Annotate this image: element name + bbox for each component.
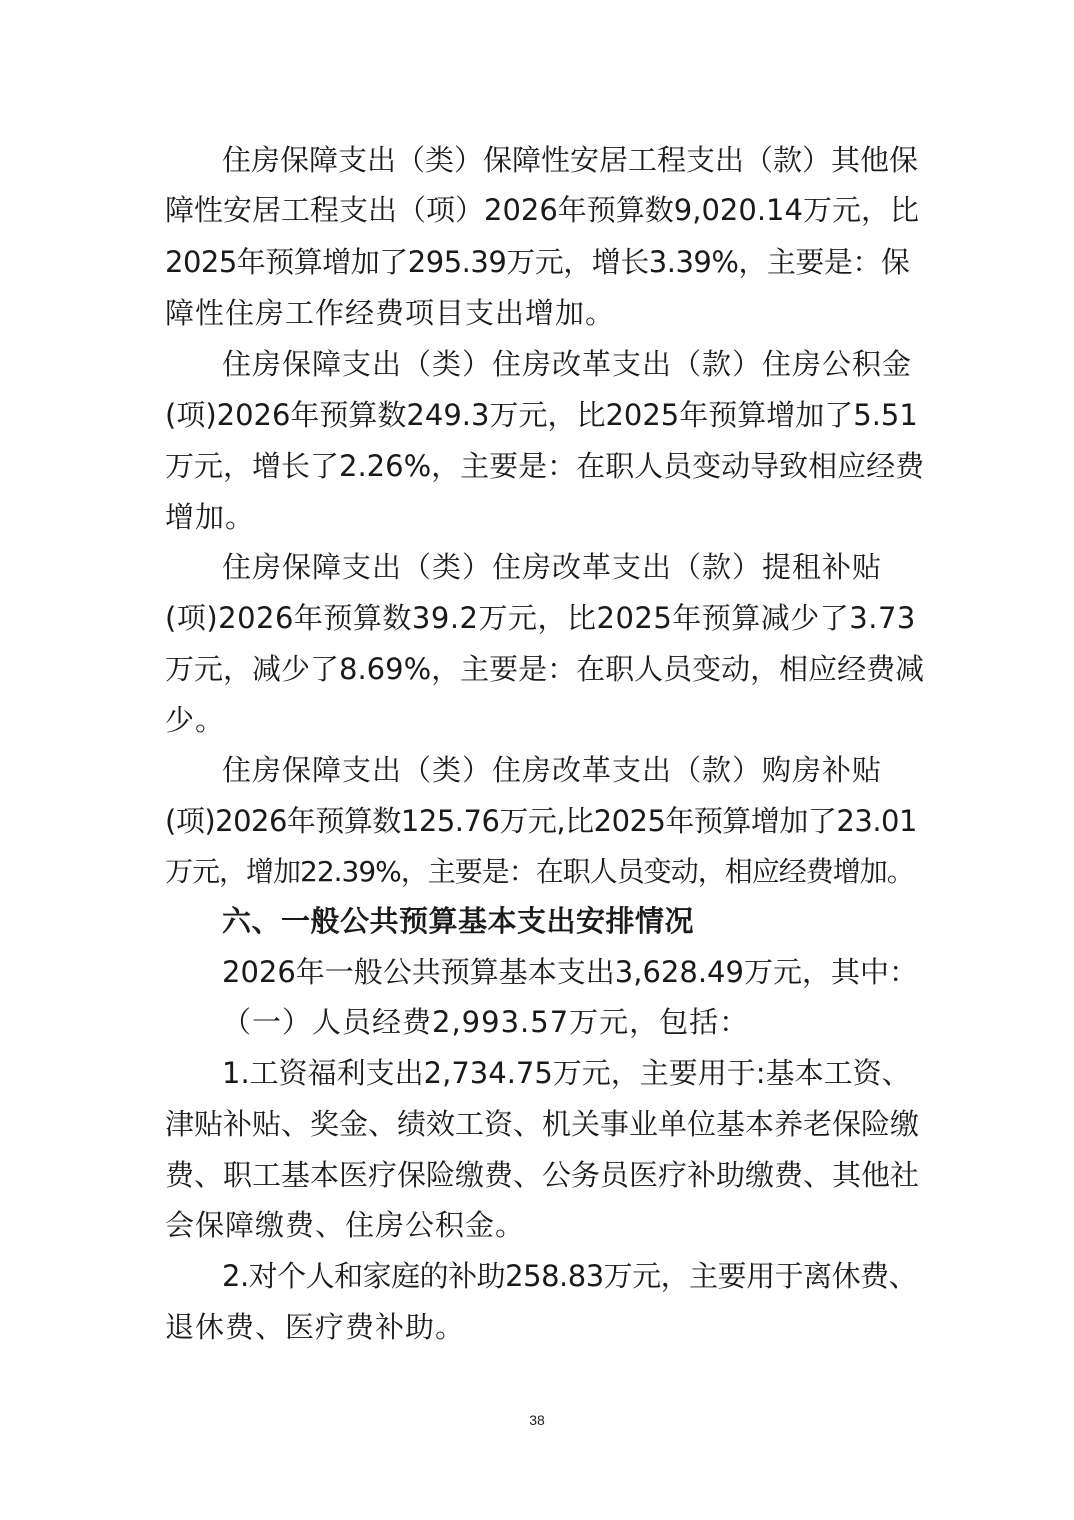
- item-1-line-2: 津贴补贴、奖金、绩效工资、机关事业单位基本养老保险缴: [165, 1107, 920, 1141]
- subsection-line: （一）人员经费2,993.57万元，包括：: [222, 1005, 750, 1039]
- item-1-line-1: 1.工资福利支出2,734.75万元，主要用于:基本工资、: [222, 1056, 911, 1090]
- section-heading: 六、一般公共预算基本支出安排情况: [222, 904, 695, 938]
- paragraph-1-line-3: 2025年预算增加了295.39万元，增长3.39%，主要是：保: [165, 245, 910, 279]
- paragraph-2-line-2: (项)2026年预算数249.3万元，比2025年预算增加了5.51: [165, 398, 918, 432]
- summary-line: 2026年一般公共预算基本支出3,628.49万元，其中：: [222, 955, 918, 989]
- paragraph-4-line-3: 万元，增加22.39%，主要是：在职人员变动，相应经费增加。: [165, 855, 914, 888]
- paragraph-4-line-1: 住房保障支出（类）住房改革支出（款）购房补贴: [222, 753, 883, 787]
- page-number: 38: [529, 1412, 545, 1428]
- paragraph-4-line-2: (项)2026年预算数125.76万元,比2025年预算增加了23.01: [165, 804, 917, 838]
- paragraph-3-line-3: 万元，减少了8.69%，主要是：在职人员变动，相应经费减: [165, 652, 925, 686]
- paragraph-3-line-4: 少。: [165, 703, 226, 737]
- item-2-line-1: 2.对个人和家庭的补助258.83万元，主要用于离休费、: [222, 1259, 918, 1293]
- paragraph-2-line-1: 住房保障支出（类）住房改革支出（款）住房公积金: [222, 347, 913, 381]
- paragraph-3-line-1: 住房保障支出（类）住房改革支出（款）提租补贴: [222, 550, 883, 584]
- item-1-line-4: 会保障缴费、住房公积金。: [165, 1208, 526, 1242]
- paragraph-2-line-4: 增加。: [165, 500, 256, 534]
- paragraph-3-line-2: (项)2026年预算数39.2万元，比2025年预算减少了3.73: [165, 601, 916, 635]
- paragraph-1-line-1: 住房保障支出（类）保障性安居工程支出（款）其他保: [222, 143, 919, 177]
- paragraph-2-line-3: 万元，增长了2.26%，主要是：在职人员变动导致相应经费: [165, 449, 925, 483]
- paragraph-1-line-4: 障性住房工作经费项目支出增加。: [165, 296, 616, 330]
- paragraph-1-line-2: 障性安居工程支出（项）2026年预算数9,020.14万元，比: [165, 193, 919, 227]
- item-1-line-3: 费、职工基本医疗保险缴费、公务员医疗补助缴费、其他社: [165, 1158, 920, 1192]
- item-2-line-2: 退休费、医疗费补助。: [165, 1310, 466, 1344]
